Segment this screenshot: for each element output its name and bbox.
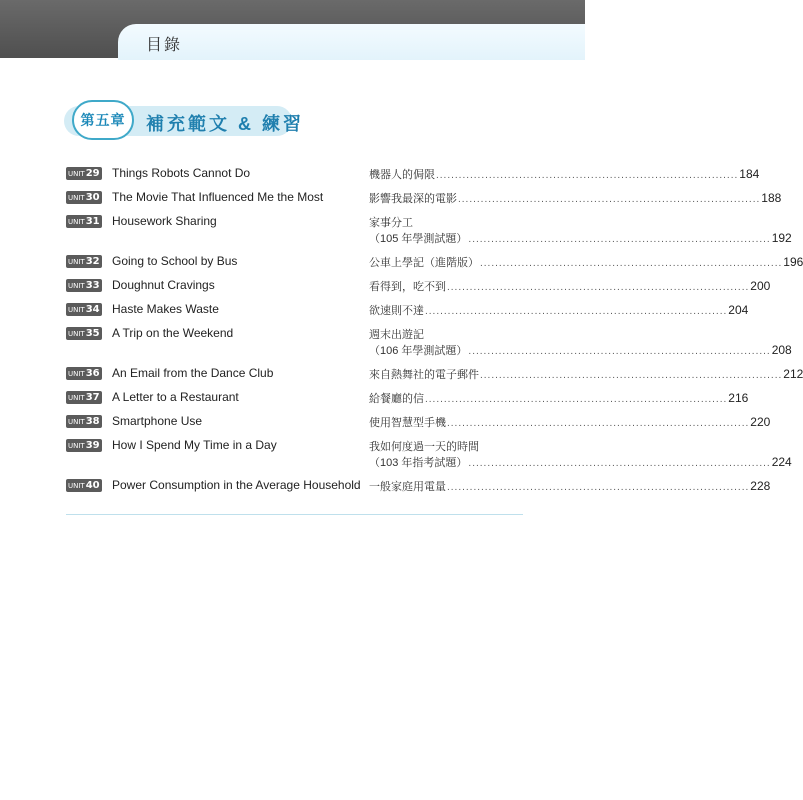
- unit-badge: [66, 439, 102, 452]
- unit-badge: [66, 391, 102, 404]
- chinese-title-block: [369, 414, 771, 430]
- chinese-title-block: [369, 438, 792, 470]
- unit-label: UNIT: [68, 282, 85, 290]
- unit-number: 33: [85, 280, 100, 291]
- header-tab: [118, 24, 585, 60]
- page-number: 216: [728, 391, 749, 405]
- page-number: 228: [750, 479, 771, 493]
- leader-dots: ................................................................................: [458, 194, 761, 205]
- chinese-title: 週末出遊記: [369, 329, 424, 341]
- unit-number: 30: [85, 192, 100, 203]
- unit-badge: [66, 167, 102, 180]
- page-number: 224: [771, 455, 792, 469]
- page-title: 目錄: [146, 37, 183, 54]
- page-number: 212: [783, 367, 803, 381]
- unit-label: UNIT: [68, 330, 85, 338]
- chinese-title-block: [369, 166, 760, 182]
- unit-number: 31: [85, 216, 100, 227]
- chinese-title-block: [369, 478, 771, 494]
- english-title: Power Consumption in the Average Household: [112, 478, 361, 492]
- unit-badge: [66, 479, 102, 492]
- leader-dots: ................................................................................: [468, 458, 771, 469]
- page-number: 196: [783, 255, 803, 269]
- leader-dots: ................................................................................: [425, 394, 728, 405]
- leader-dots: ................................................................................: [480, 370, 783, 381]
- leader-dots: ................................................................................: [436, 170, 739, 181]
- leader-dots: ................................................................................: [468, 234, 771, 245]
- leader-dots: ................................................................................: [447, 282, 750, 293]
- chinese-title: 來自熱舞社的電子郵件: [369, 369, 479, 381]
- leader-dots: ................................................................................: [468, 346, 771, 357]
- unit-number: 40: [85, 480, 100, 491]
- leader-dots: ................................................................................: [480, 258, 783, 269]
- chinese-title: 影響我最深的電影: [369, 193, 457, 205]
- page-number: 200: [750, 279, 771, 293]
- chinese-title: 機器人的侷限: [369, 169, 435, 181]
- exam-note: （106 年學測試題）: [369, 345, 468, 357]
- english-title: Housework Sharing: [112, 214, 217, 228]
- unit-number: 38: [85, 416, 100, 427]
- chinese-title-block: [369, 366, 803, 382]
- english-title: Going to School by Bus: [112, 254, 238, 268]
- english-title: How I Spend My Time in a Day: [112, 438, 277, 452]
- unit-label: UNIT: [68, 170, 85, 178]
- unit-badge: [66, 191, 102, 204]
- chinese-title-block: [369, 326, 792, 358]
- unit-badge: [66, 327, 102, 340]
- exam-note: （105 年學測試題）: [369, 233, 468, 245]
- unit-number: 34: [85, 304, 100, 315]
- chinese-title: 欲速則不達: [369, 305, 424, 317]
- chapter-number: 第五章: [72, 100, 134, 140]
- unit-number: 29: [85, 168, 100, 179]
- leader-dots: ................................................................................: [447, 418, 750, 429]
- unit-label: UNIT: [68, 194, 85, 202]
- chinese-title: 使用智慧型手機: [369, 417, 446, 429]
- unit-label: UNIT: [68, 394, 85, 402]
- unit-label: UNIT: [68, 218, 85, 226]
- chinese-title: 一般家庭用電量: [369, 481, 446, 493]
- chinese-title-block: [369, 254, 803, 270]
- exam-note: （103 年指考試題）: [369, 457, 468, 469]
- chinese-title-block: [369, 302, 749, 318]
- unit-number: 36: [85, 368, 100, 379]
- unit-badge: [66, 367, 102, 380]
- unit-label: UNIT: [68, 418, 85, 426]
- english-title: Doughnut Cravings: [112, 278, 215, 292]
- chinese-title-block: [369, 190, 782, 206]
- english-title: The Movie That Influenced Me the Most: [112, 190, 324, 204]
- chinese-title-block: [369, 278, 771, 294]
- english-title: Haste Makes Waste: [112, 302, 219, 316]
- unit-label: UNIT: [68, 370, 85, 378]
- leader-dots: ................................................................................: [447, 482, 750, 493]
- unit-badge: [66, 303, 102, 316]
- unit-badge: [66, 415, 102, 428]
- page-number: 184: [739, 167, 760, 181]
- chinese-title: 給餐廳的信: [369, 393, 424, 405]
- english-title: A Trip on the Weekend: [112, 326, 234, 340]
- page-number: 208: [771, 343, 792, 357]
- english-title: An Email from the Dance Club: [112, 366, 274, 380]
- leader-dots: ................................................................................: [425, 306, 728, 317]
- unit-number: 32: [85, 256, 100, 267]
- english-title: Things Robots Cannot Do: [112, 166, 251, 180]
- unit-badge: [66, 255, 102, 268]
- unit-label: UNIT: [68, 306, 85, 314]
- chapter-title: 補充範文 & 練習: [146, 114, 305, 134]
- unit-badge: [66, 279, 102, 292]
- unit-badge: [66, 215, 102, 228]
- chinese-title-block: [369, 214, 792, 246]
- chinese-title: 公車上學記（進階版）: [369, 257, 479, 269]
- unit-label: UNIT: [68, 258, 85, 266]
- chinese-title-block: [369, 390, 749, 406]
- unit-number: 37: [85, 392, 100, 403]
- chinese-title: 看得到，吃不到: [369, 281, 446, 293]
- bottom-divider: [66, 514, 523, 515]
- unit-number: 39: [85, 440, 100, 451]
- page-number: 192: [771, 231, 792, 245]
- english-title: A Letter to a Restaurant: [112, 390, 239, 404]
- chinese-title: 家事分工: [369, 217, 413, 229]
- unit-label: UNIT: [68, 442, 85, 450]
- chinese-title: 我如何度過一天的時間: [369, 441, 479, 453]
- english-title: Smartphone Use: [112, 414, 203, 428]
- page-number: 220: [750, 415, 771, 429]
- unit-label: UNIT: [68, 482, 85, 490]
- page-number: 188: [761, 191, 782, 205]
- unit-number: 35: [85, 328, 100, 339]
- page-number: 204: [728, 303, 749, 317]
